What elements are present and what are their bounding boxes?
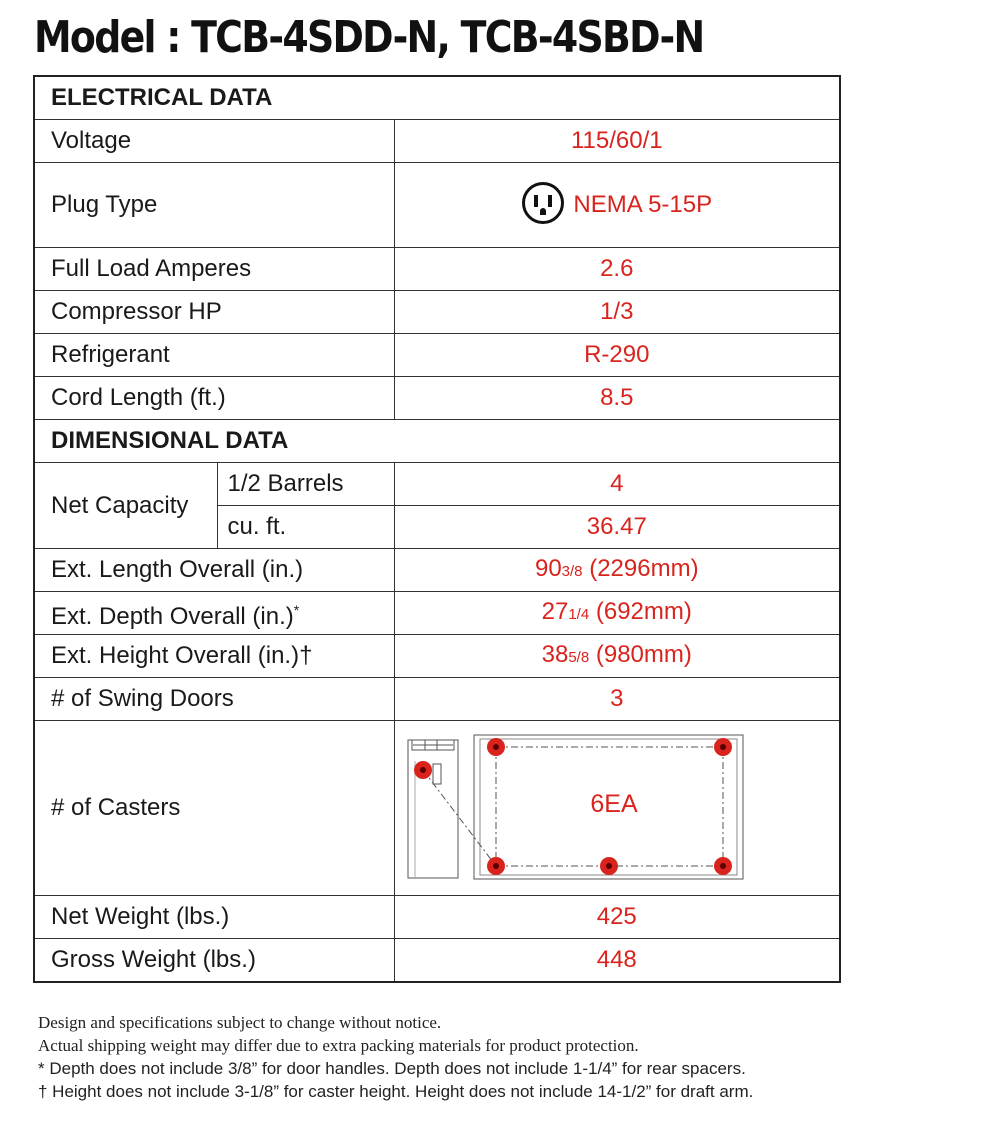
height-fraction: 5/8	[568, 648, 590, 666]
fla-label: Full Load Amperes	[34, 248, 394, 291]
caster-layout-diagram	[395, 721, 841, 895]
compressor-hp-label: Compressor HP	[34, 291, 394, 334]
nema-plug-icon	[521, 181, 565, 230]
table-row	[34, 377, 840, 420]
depth-footnote-mark: *	[293, 601, 300, 618]
cord-length-label: Cord Length (ft.)	[34, 377, 394, 420]
cord-length-value: 8.5	[394, 377, 840, 420]
table-row	[34, 678, 840, 721]
height-metric: (980mm)	[589, 640, 692, 668]
dimensional-heading: DIMENSIONAL DATA	[34, 420, 840, 463]
net-capacity-label: Net Capacity	[34, 463, 217, 549]
voltage-value: 115/60/1	[394, 120, 840, 163]
footnotes	[38, 1011, 753, 1103]
caster-icon	[714, 738, 732, 756]
doors-value: 3	[394, 678, 840, 721]
plug-type-label: Plug Type	[34, 163, 394, 248]
refrigerant-label: Refrigerant	[34, 334, 394, 377]
doors-label: # of Swing Doors	[34, 678, 394, 721]
length-fraction: 3/8	[561, 562, 583, 580]
length-value	[394, 549, 840, 592]
plug-type-value-cell	[394, 163, 840, 248]
table-row	[34, 334, 840, 377]
cuft-label: cu. ft.	[217, 506, 394, 549]
caster-icon	[414, 761, 432, 779]
barrels-label: 1/2 Barrels	[217, 463, 394, 506]
depth-fraction: 1/4	[568, 605, 590, 623]
dimensional-heading-row	[34, 420, 840, 463]
footnote-height: † Height does not include 3-1/8” for caster height. Height does not include 14-1/2” for draft arm.	[38, 1082, 754, 1101]
net-weight-value: 425	[394, 896, 840, 939]
height-footnote-mark: †	[299, 642, 313, 669]
table-row	[34, 939, 840, 983]
length-label: Ext. Length Overall (in.)	[34, 549, 394, 592]
length-whole: 90	[534, 554, 562, 582]
plug-type-value: NEMA 5-15P	[573, 190, 713, 218]
length-metric: (2296mm)	[582, 554, 699, 582]
depth-whole: 27	[541, 597, 569, 625]
table-row	[34, 721, 840, 896]
page-title: Model : TCB-4SDD-N, TCB-4SBD-N	[34, 12, 704, 63]
caster-icon	[487, 738, 505, 756]
table-row	[34, 248, 840, 291]
caster-icon	[487, 857, 505, 875]
refrigerant-value: R-290	[394, 334, 840, 377]
footnote-line: Design and specifications subject to change without notice.	[38, 1013, 442, 1032]
footnote-line: Actual shipping weight may differ due to extra packing materials for product protection.	[38, 1036, 639, 1055]
height-whole: 38	[541, 640, 569, 668]
fla-value: 2.6	[394, 248, 840, 291]
height-value	[394, 635, 840, 678]
compressor-hp-value: 1/3	[394, 291, 840, 334]
gross-weight-label: Gross Weight (lbs.)	[34, 939, 394, 983]
depth-value	[394, 592, 840, 635]
table-row	[34, 163, 840, 248]
caster-markers	[414, 738, 732, 875]
table-row	[34, 896, 840, 939]
cuft-value: 36.47	[394, 506, 840, 549]
table-row	[34, 592, 840, 635]
table-row	[34, 635, 840, 678]
voltage-label: Voltage	[34, 120, 394, 163]
table-row	[34, 120, 840, 163]
depth-label-cell	[34, 592, 394, 635]
depth-label: Ext. Depth Overall (in.)	[51, 602, 294, 630]
gross-weight-value: 448	[394, 939, 840, 983]
casters-label: # of Casters	[34, 721, 394, 896]
caster-icon	[600, 857, 618, 875]
net-weight-label: Net Weight (lbs.)	[34, 896, 394, 939]
spec-table	[33, 75, 841, 983]
table-row	[34, 291, 840, 334]
barrels-value: 4	[394, 463, 840, 506]
depth-metric: (692mm)	[589, 597, 692, 625]
electrical-heading: ELECTRICAL DATA	[34, 76, 840, 120]
height-label: Ext. Height Overall (in.)	[51, 642, 300, 669]
caster-icon	[714, 857, 732, 875]
casters-value: 6EA	[589, 790, 638, 818]
electrical-heading-row	[34, 76, 840, 120]
casters-diagram-cell	[394, 721, 840, 896]
table-row	[34, 463, 840, 506]
table-row	[34, 549, 840, 592]
footnote-depth: * Depth does not include 3/8” for door handles. Depth does not include 1-1/4” for rear spacers.	[38, 1059, 746, 1078]
height-label-cell	[34, 635, 394, 678]
